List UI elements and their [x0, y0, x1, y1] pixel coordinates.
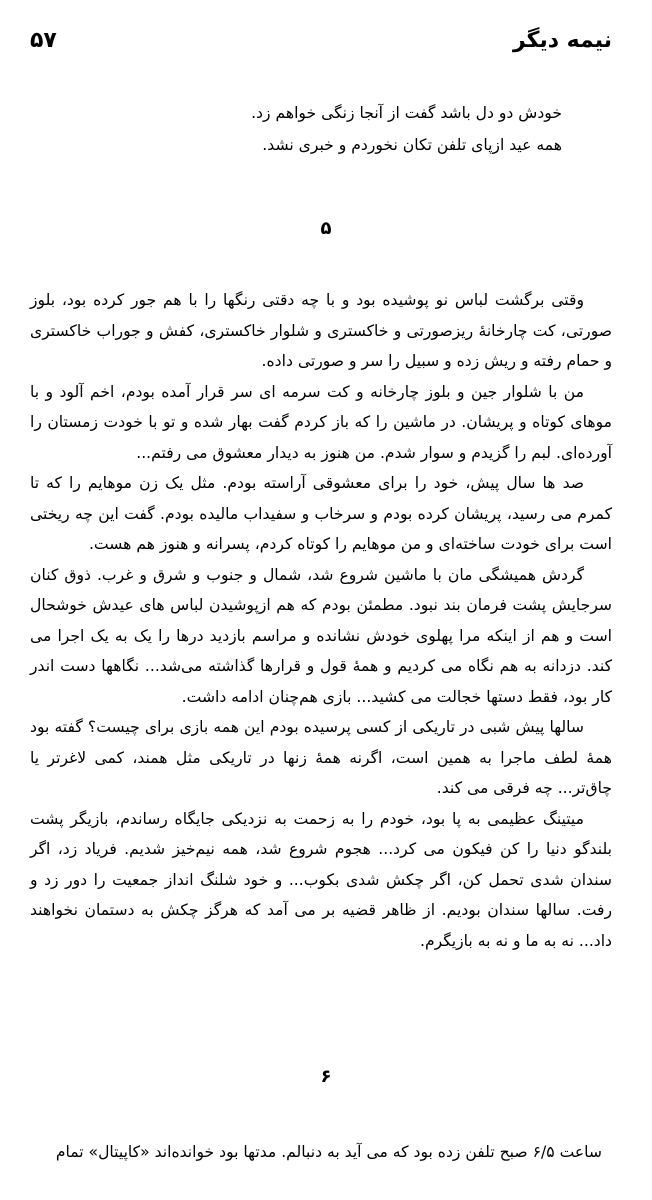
page-number: ۵۷: [30, 28, 57, 53]
paragraph: همه عید ازپای تلفن تکان نخوردم و خبری نشد.: [262, 136, 562, 154]
paragraph: ساعت ۶/۵ صبح تلفن زده بود که می آید به دنبالم. مدتها بود خوانده‌اند «کاپیتال» تمام: [55, 1143, 602, 1161]
paragraph: سالها پیش شبی در تاریکی از کسی پرسیده بودم این همه بازی برای چیست؟ گفته بود همهٔ لطف ماجرا به همین است، اگرنه همهٔ زنها در تاریکی مثل همند، کمی لاغرتر یا چاق‌تر... چه فرقی می کند.: [30, 718, 612, 797]
paragraph: من با شلوار جین و بلوز چارخانه و کت سرمه ای سر قرار آمده بودم، اخم آلود و با موهای کوتاه و پریشان. در ماشین را که باز کردم گفت بهار شده و تو با خودت زمستان را آورده‌ای. لبم را گزیدم و سوار شدم. من هنوز به دیدار معشوق می رفتم...: [30, 382, 612, 462]
section-number: ۵: [320, 218, 332, 239]
section-6-body: [30, 1137, 612, 1168]
book-title: نیمه دیگر: [512, 28, 612, 53]
paragraph: گردش همیشگی مان با ماشین شروع شد، شمال و جنوب و شرق و غرب. ذوق کنان سرجایش پشت فرمان بند نبود. مطمئن بودم که هم ازپوشیدن لباس های عیدش خوشحال است و هم از اینکه مرا پهلوی خودش نشانده و مراسم بازدید درها را یک به یک اجرا می کند. دزدانه به هم نگاه می کردیم و همهٔ قول و قرارها گذاشته می‌شد... نگاهها دست اندر کار بود، فقط دستها خجالت می کشید... بازی هم‌چنان ادامه داشت.: [30, 565, 612, 706]
paragraph: خودش دو دل باشد گفت از آنجا زنگی خواهم زد.: [251, 104, 562, 122]
intro-text: [30, 97, 612, 161]
section-number: ۶: [320, 1066, 332, 1087]
paragraph: صد ها سال پیش، خود را برای معشوقی آراسته بودم. مثل یک زن موهایم را که تا کمرم می رسید، پریشان کرده بودم و سرخاب و سفیداب مالیده بودم. گفت این چه ریختی است برای خودت ساخته‌ای و من موهایم را کوتاه کردم، پسرانه و هنوز هم هست.: [30, 474, 612, 553]
section-5-body: [30, 285, 612, 956]
page-header: [30, 28, 612, 68]
paragraph: وقتی برگشت لباس نو پوشیده بود و با چه دقتی رنگها را با هم جور کرده بود، بلوز صورتی، کت چارخانهٔ ریزصورتی و خاکستری و شلوار خاکستری، کفش و جوراب خاکستری و حمام رفته و ریش زده و سبیل را سر و صورتی داده.: [30, 291, 612, 370]
paragraph: میتینگ عظیمی به پا بود، خودم را به زحمت به نزدیکی جایگاه رساندم، بازیگر پشت بلندگو دنیا را کن فیکون می کرد... هجوم شروع شد، همه نیم‌خیز شدیم. فریاد زد، اگر سندان شدی تحمل کن، اگر چکش شدی بکوب... و خود شلنگ انداز جمعیت را دور زد و رفت. سالها سندان بودیم. از ظاهر قضیه بر می آمد که هرگز چکش به دستمان نخواهند داد... نه به ما و نه به بازیگرم.: [30, 809, 612, 950]
